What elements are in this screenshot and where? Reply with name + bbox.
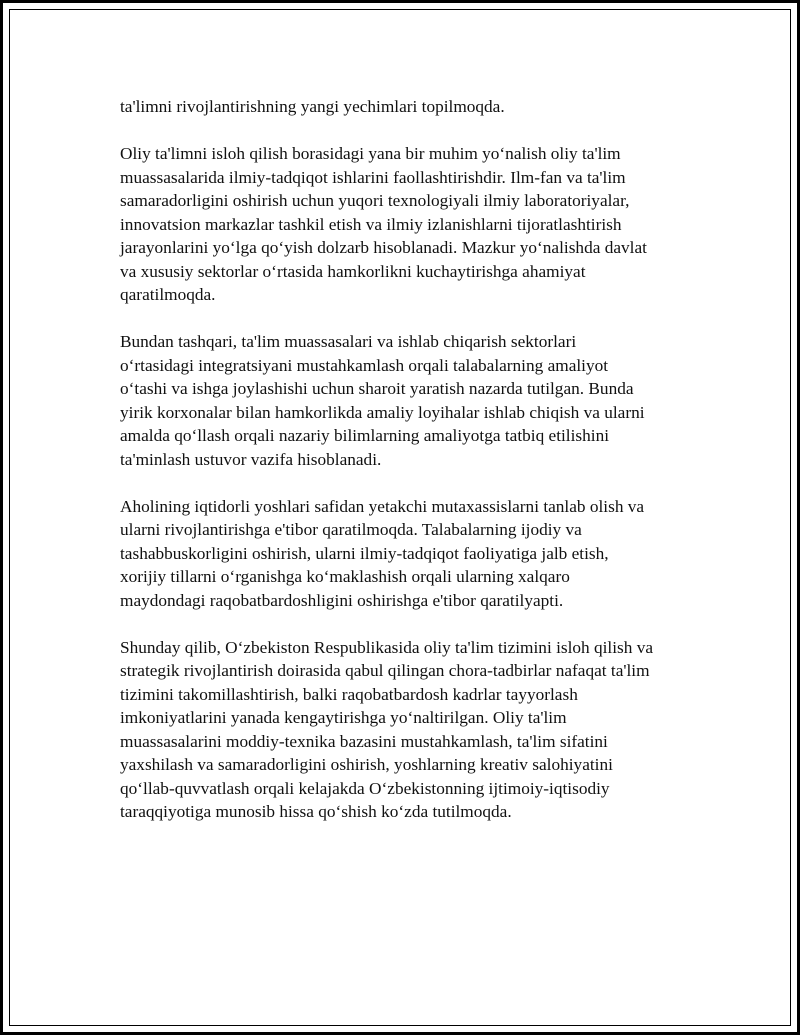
document-body — [120, 95, 720, 847]
paragraph-3: Bundan tashqari, ta'lim muassasalari va ishlab chiqarish sektorlari o‘rtasidagi integratsiyani mustahkamlash orqali talabalarning amaliyot o‘tashi va ishga joylashishi uchun sharoit yaratish nazarda tutilgan. Bunda yirik korxonalar bilan hamkorlikda amaliy loyihalar ishlab chiqish va ularni amalda qo‘llash orqali nazariy bilimlarning amaliyotga tatbiq etilishini ta'minlash ustuvor vazifa hisoblanadi. — [120, 332, 645, 469]
paragraph-4: Aholining iqtidorli yoshlari safidan yetakchi mutaxassislarni tanlab olish va ularni rivojlantirishga e'tibor qaratilmoqda. Talabalarning ijodiy va tashabbuskorligini oshirish, ularni ilmiy-tadqiqot faoliyatiga jalb etish, xorijiy tillarni o‘rganishga ko‘maklashish orqali ularning xalqaro maydondagi raqobatbardoshligini oshirishga e'tibor qaratilyapti. — [120, 496, 645, 610]
paragraph-5: Shunday qilib, O‘zbekiston Respublikasida oliy ta'lim tizimini isloh qilish va strategik rivojlantirish doirasida qabul qilingan chora-tadbirlar nafaqat ta'lim tizimini takomillashtirish, balki raqobatbardosh kadrlar tayyorlash imkoniyatlarini yanada kengaytirishga yo‘naltirilgan. Oliy ta'lim muassasalarini moddiy-texnika bazasini mustahkamlash, ta'lim sifatini yaxshilash va samaradorligini oshirish, yoshlarning kreativ salohiyatini qo‘llab-quvvatlash orqali kelajakda O‘zbekistonning ijtimoiy-iqtisodiy taraqqiyotiga munosib hissa qo‘shish ko‘zda tutilmoqda. — [120, 637, 654, 821]
paragraph-1: ta'limni rivojlantirishning yangi yechimlari topilmoqda. — [120, 97, 505, 116]
paragraph-2: Oliy ta'limni isloh qilish borasidagi yana bir muhim yo‘nalish oliy ta'lim muassasalarida ilmiy-tadqiqot ishlarini faollashtirishdir. Ilm-fan va ta'lim samaradorligini oshirish uchun yuqori texnologiyali ilmiy laboratoriyalar, innovatsion markazlar tashkil etish va ilmiy izlanishlarni tijoratlashtirish jarayonlarini yo‘lga qo‘yish dolzarb hisoblanadi. Mazkur yo‘nalishda davlat va xususiy sektorlar o‘rtasida hamkorlikni kuchaytirishga ahamiyat qaratilmoqda. — [120, 144, 647, 304]
